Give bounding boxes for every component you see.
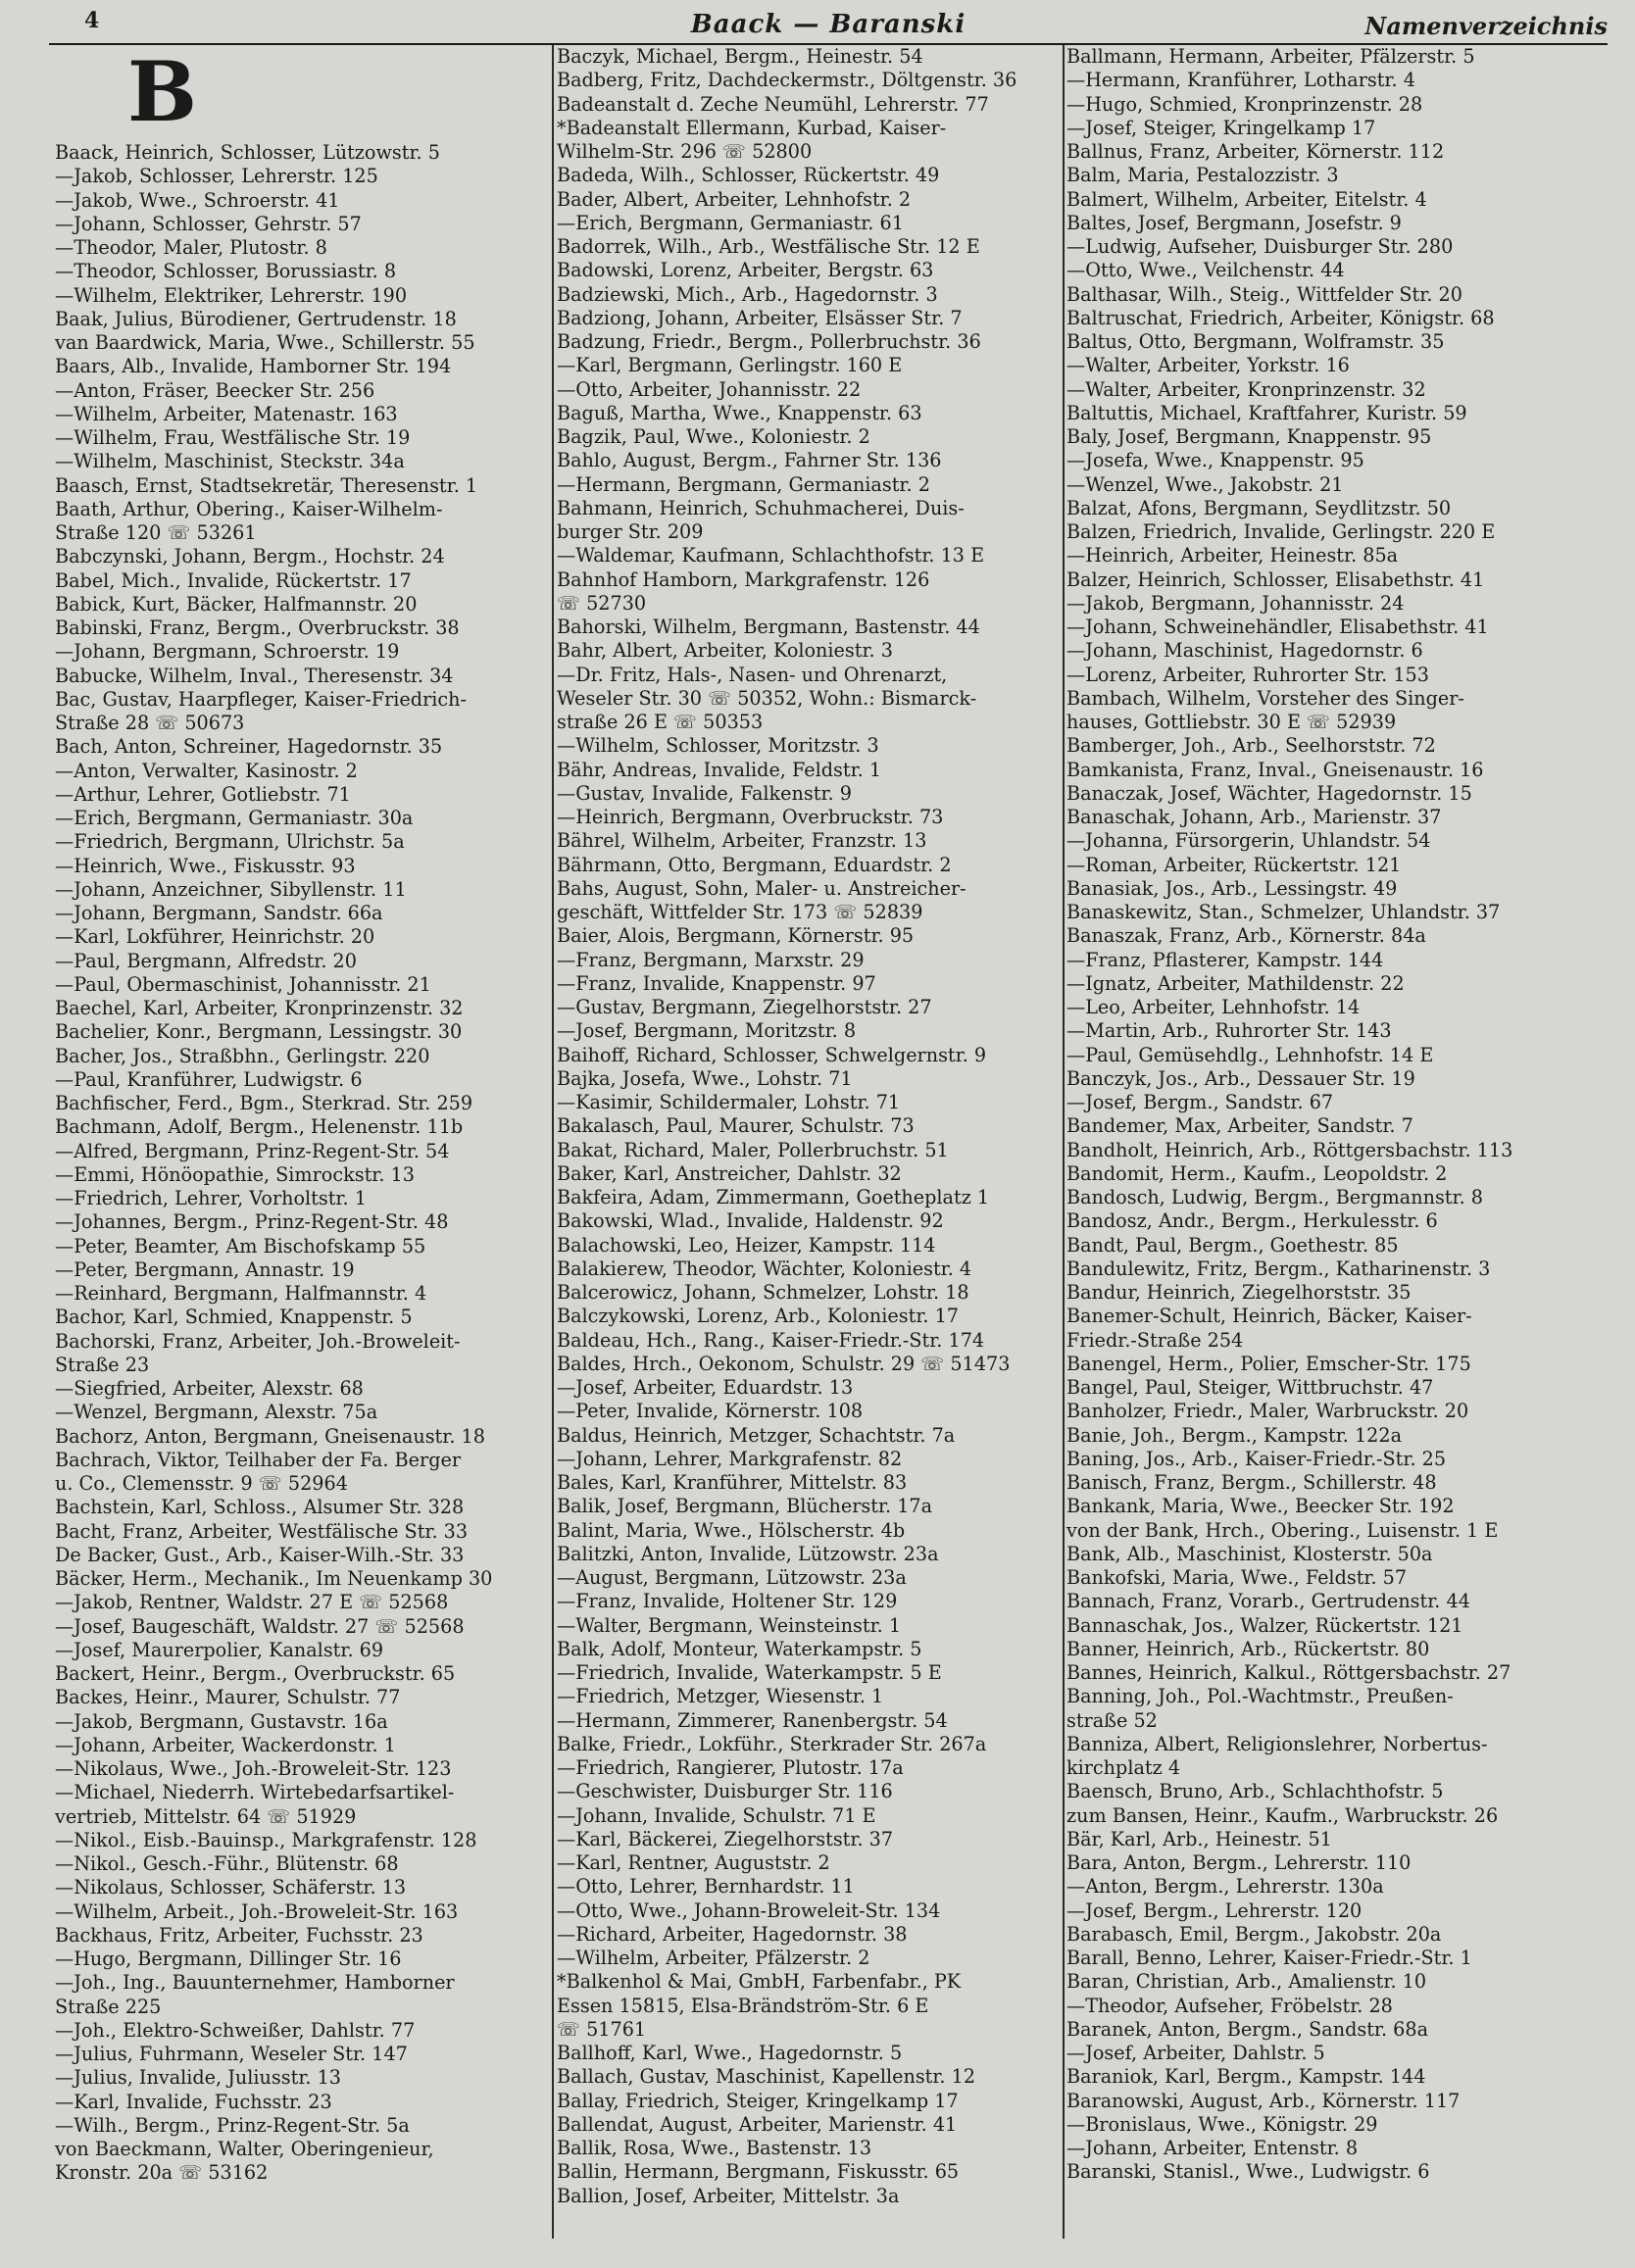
directory-entry: Bangel, Paul, Steiger, Wittbruchstr. 47 (1066, 1376, 1434, 1399)
directory-entry: Bahr, Albert, Arbeiter, Koloniestr. 3 (557, 639, 893, 663)
directory-entry: Baczyk, Michael, Bergm., Heinestr. 54 (557, 45, 923, 68)
directory-entry: —Johann, Arbeiter, Entenstr. 8 (1066, 2137, 1359, 2159)
directory-entry: —Geschwister, Duisburger Str. 116 (557, 1780, 893, 1803)
directory-entry: —Leo, Arbeiter, Lehnhofstr. 14 (1066, 996, 1361, 1018)
directory-entry: —Siegfried, Arbeiter, Alexstr. 68 (55, 1377, 364, 1400)
directory-entry: Bahlo, August, Bergm., Fahrner Str. 136 (557, 449, 942, 472)
directory-entry: —Heinrich, Wwe., Fiskusstr. 93 (55, 854, 356, 877)
directory-entry: —Otto, Arbeiter, Johannisstr. 22 (557, 377, 862, 401)
directory-entry: —Hermann, Zimmerer, Ranenbergstr. 54 (557, 1708, 948, 1732)
directory-entry: Bacht, Franz, Arbeiter, Westfälische Str. 33 (55, 1519, 469, 1543)
directory-entry: —Hermann, Bergmann, Germaniastr. 2 (557, 472, 930, 496)
directory-entry: —Josef, Arbeiter, Dahlstr. 5 (1066, 2042, 1325, 2064)
directory-entry: —Gustav, Bergmann, Ziegelhorststr. 27 (557, 996, 932, 1018)
directory-entry: —Josef, Steiger, Kringelkamp 17 (1066, 116, 1376, 139)
directory-entry: Ballmann, Hermann, Arbeiter, Pfälzerstr. 5 (1066, 45, 1475, 68)
directory-entry: Bandur, Heinrich, Ziegelhorststr. 35 (1066, 1281, 1412, 1304)
directory-entry: Balczykowski, Lorenz, Arb., Koloniestr. 17 (557, 1305, 960, 1328)
directory-entry: —Wenzel, Bergmann, Alexstr. 75a (55, 1401, 378, 1424)
directory-entry: —Friedrich, Metzger, Wiesenstr. 1 (557, 1685, 884, 1708)
directory-entry: Badziong, Johann, Arbeiter, Elsässer Str. 7 (557, 306, 963, 329)
directory-entry: Baranek, Anton, Bergm., Sandstr. 68a (1066, 2017, 1429, 2041)
directory-entry: Friedr.-Straße 254 (1066, 1328, 1244, 1352)
directory-entry: Baranski, Stanisl., Wwe., Ludwigstr. 6 (1066, 2160, 1430, 2184)
directory-entry: Banisch, Franz, Bergm., Schillerstr. 48 (1066, 1471, 1437, 1494)
directory-entry: Balke, Friedr., Lokführ., Sterkrader Str. 267a (557, 1732, 987, 1755)
directory-entry: von der Bank, Hrch., Obering., Luisenstr. 1 E (1066, 1518, 1499, 1542)
directory-entry: Baraniok, Karl, Bergm., Kampstr. 144 (1066, 2065, 1426, 2089)
directory-entry: —Johann, Anzeichner, Sibyllenstr. 11 (55, 877, 407, 901)
directory-entry: —Josef, Maurerpolier, Kanalstr. 69 (55, 1638, 384, 1661)
directory-entry: ☏ 51761 (557, 2017, 647, 2041)
directory-entry: Bandosch, Ludwig, Bergm., Bergmannstr. 8 (1066, 1186, 1483, 1208)
directory-entry: Balint, Maria, Wwe., Hölscherstr. 4b (557, 1518, 906, 1542)
directory-entry: Bachorz, Anton, Bergmann, Gneisenaustr. 18 (55, 1424, 485, 1448)
directory-entry: —Otto, Wwe., Johann-Broweleit-Str. 134 (557, 1898, 941, 1922)
section-title: Namenverzeichnis (1364, 12, 1608, 40)
directory-entry: Straße 23 (55, 1353, 150, 1376)
directory-entry: straße 52 (1066, 1708, 1158, 1732)
directory-entry: *Balkenhol & Mai, GmbH, Farbenfabr., PK (557, 1970, 962, 1994)
directory-entry: —Ignatz, Arbeiter, Mathildenstr. 22 (1066, 971, 1405, 995)
directory-entry: Bankofski, Maria, Wwe., Feldstr. 57 (1066, 1566, 1408, 1589)
directory-entry: —Wilhelm, Maschinist, Steckstr. 34a (55, 450, 405, 473)
directory-entry: —Friedrich, Invalide, Waterkampstr. 5 E (557, 1661, 942, 1684)
directory-entry: Bährmann, Otto, Bergmann, Eduardstr. 2 (557, 853, 952, 876)
directory-entry: Straße 225 (55, 1995, 162, 2018)
directory-entry: Baldeau, Hch., Rang., Kaiser-Friedr.-Str. 174 (557, 1328, 985, 1352)
directory-entry: —Nikolaus, Schlosser, Schäferstr. 13 (55, 1876, 407, 1899)
directory-entry: Bandt, Paul, Bergm., Goethestr. 85 (1066, 1233, 1399, 1257)
directory-entry: —Wilh., Bergm., Prinz-Regent-Str. 5a (55, 2113, 410, 2137)
directory-entry: Bader, Albert, Arbeiter, Lehnhofstr. 2 (557, 187, 912, 211)
directory-entry: Bachrach, Viktor, Teilhaber der Fa. Berger (55, 1448, 461, 1471)
directory-entry: —Emmi, Hönöopathie, Simrockstr. 13 (55, 1162, 415, 1186)
directory-entry: Baltruschat, Friedrich, Arbeiter, Königstr. 68 (1066, 306, 1495, 329)
directory-entry: —Richard, Arbeiter, Hagedornstr. 38 (557, 1922, 908, 1946)
directory-entry: Bamberger, Joh., Arb., Seelhorststr. 72 (1066, 734, 1436, 758)
directory-entry: Baltes, Josef, Bergmann, Josefstr. 9 (1066, 211, 1402, 234)
directory-entry: —Josef, Bergm., Sandstr. 67 (1066, 1091, 1334, 1113)
directory-entry: Balakierew, Theodor, Wächter, Koloniestr. 4 (557, 1257, 972, 1280)
directory-entry: Bandomit, Herm., Kaufm., Leopoldstr. 2 (1066, 1161, 1448, 1185)
directory-entry: Bankank, Maria, Wwe., Beecker Str. 192 (1066, 1495, 1455, 1518)
directory-entry: Balachowski, Leo, Heizer, Kampstr. 114 (557, 1233, 936, 1257)
directory-entry: —Roman, Arbeiter, Rückertstr. 121 (1066, 853, 1402, 876)
directory-entry: —Josef, Arbeiter, Eduardstr. 13 (557, 1376, 854, 1399)
directory-entry: Ballhoff, Karl, Wwe., Hagedornstr. 5 (557, 2042, 903, 2064)
directory-entry: Bannes, Heinrich, Kalkul., Röttgersbachstr. 27 (1066, 1661, 1511, 1684)
directory-entry: Baning, Jos., Arb., Kaiser-Friedr.-Str. 25 (1066, 1447, 1447, 1470)
directory-entry: Banner, Heinrich, Arb., Rückertstr. 80 (1066, 1637, 1430, 1660)
directory-entry: hauses, Gottliebstr. 30 E ☏ 52939 (1066, 711, 1397, 733)
directory-entry: —Jakob, Bergmann, Johannisstr. 24 (1066, 591, 1405, 615)
directory-entry: —Hermann, Kranführer, Lotharstr. 4 (1066, 69, 1415, 92)
directory-entry: Bambach, Wilhelm, Vorsteher des Singer- (1066, 686, 1464, 710)
directory-entry: zum Bansen, Heinr., Kaufm., Warbruckstr. 26 (1066, 1803, 1499, 1827)
directory-entry: Banaszak, Franz, Arb., Körnerstr. 84a (1066, 924, 1426, 948)
directory-entry: —Josef, Bergm., Lehrerstr. 120 (1066, 1898, 1362, 1922)
directory-entry: Baldes, Hrch., Oekonom, Schulstr. 29 ☏ 51473 (557, 1352, 1011, 1375)
directory-entry: Babucke, Wilhelm, Inval., Theresenstr. 34 (55, 664, 454, 687)
column-divider (552, 45, 554, 2239)
directory-entry: Bajka, Josefa, Wwe., Lohstr. 71 (557, 1066, 853, 1090)
directory-entry: —Martin, Arb., Ruhrorter Str. 143 (1066, 1019, 1392, 1043)
directory-entry: —Karl, Invalide, Fuchsstr. 23 (55, 2090, 332, 2113)
directory-entry: Baly, Josef, Bergmann, Knappenstr. 95 (1066, 425, 1432, 448)
directory-entry: Bannach, Franz, Vorarb., Gertrudenstr. 44 (1066, 1590, 1470, 1613)
directory-entry: Baran, Christian, Arb., Amalienstr. 10 (1066, 1970, 1427, 1994)
directory-entry: —Otto, Lehrer, Bernhardstr. 11 (557, 1875, 855, 1898)
directory-entry: Essen 15815, Elsa-Brändström-Str. 6 E (557, 1994, 929, 2017)
directory-entry: Bahs, August, Sohn, Maler- u. Anstreicher- (557, 876, 966, 900)
directory-entry: Baensch, Bruno, Arb., Schlachthofstr. 5 (1066, 1780, 1444, 1803)
directory-entry: —Peter, Invalide, Körnerstr. 108 (557, 1400, 864, 1423)
directory-entry: Bahorski, Wilhelm, Bergmann, Bastenstr. 44 (557, 616, 980, 638)
directory-entry: Balzen, Friedrich, Invalide, Gerlingstr. 220 E (1066, 520, 1496, 543)
directory-entry: Bach, Anton, Schreiner, Hagedornstr. 35 (55, 735, 443, 759)
directory-entry: Babel, Mich., Invalide, Rückertstr. 17 (55, 568, 412, 592)
directory-entry: Bakfeira, Adam, Zimmermann, Goetheplatz 1 (557, 1186, 990, 1208)
directory-entry: Balitzki, Anton, Invalide, Lützowstr. 23a (557, 1542, 939, 1565)
directory-entry: Balk, Adolf, Monteur, Waterkampstr. 5 (557, 1637, 922, 1660)
directory-entry: —Johann, Bergmann, Sandstr. 66a (55, 902, 383, 924)
directory-entry: Babick, Kurt, Bäcker, Halfmannstr. 20 (55, 592, 418, 616)
directory-entry: Straße 28 ☏ 50673 (55, 712, 245, 734)
directory-entry: geschäft, Wittfelder Str. 173 ☏ 52839 (557, 901, 923, 923)
directory-entry: Bamkanista, Franz, Inval., Gneisenaustr. 16 (1066, 758, 1484, 781)
directory-entry: —Lorenz, Arbeiter, Ruhrorter Str. 153 (1066, 663, 1429, 686)
directory-entry: Barabasch, Emil, Bergm., Jakobstr. 20a (1066, 1922, 1442, 1946)
directory-entry: Balik, Josef, Bergmann, Blücherstr. 17a (557, 1495, 933, 1518)
directory-entry: Ballendat, August, Arbeiter, Marienstr. 41 (557, 2112, 958, 2136)
directory-entry: Banniza, Albert, Religionslehrer, Norbertus- (1066, 1732, 1488, 1755)
directory-entry: —Heinrich, Arbeiter, Heinestr. 85a (1066, 544, 1399, 567)
directory-entry: Banemer-Schult, Heinrich, Bäcker, Kaiser- (1066, 1305, 1472, 1328)
page-number: 4 (84, 8, 100, 33)
directory-entry: —Wilhelm, Schlosser, Moritzstr. 3 (557, 734, 879, 758)
directory-entry: u. Co., Clemensstr. 9 ☏ 52964 (55, 1472, 348, 1495)
directory-entry: Badzung, Friedr., Bergm., Pollerbruchstr. 36 (557, 330, 981, 353)
directory-entry: Baldus, Heinrich, Metzger, Schachtstr. 7a (557, 1423, 956, 1447)
directory-entry: —Josef, Bergmann, Moritzstr. 8 (557, 1019, 857, 1043)
directory-entry: —Karl, Bäckerei, Ziegelhorststr. 37 (557, 1827, 894, 1850)
directory-entry: De Backer, Gust., Arb., Kaiser-Wilh.-Str. 33 (55, 1543, 465, 1566)
directory-entry: —Kasimir, Schildermaler, Lohstr. 71 (557, 1091, 901, 1113)
directory-entry: Bandosz, Andr., Bergm., Herkulesstr. 6 (1066, 1209, 1438, 1233)
directory-entry: —Walter, Arbeiter, Kronprinzenstr. 32 (1066, 377, 1426, 401)
directory-entry: —Peter, Beamter, Am Bischofskamp 55 (55, 1234, 426, 1257)
directory-entry: —Paul, Bergmann, Alfredstr. 20 (55, 949, 357, 972)
directory-entry: burger Str. 209 (557, 520, 704, 543)
directory-entry: Bachorski, Franz, Arbeiter, Joh.-Broweleit- (55, 1329, 461, 1353)
directory-column-3 (1066, 45, 1611, 2268)
directory-entry: Bachor, Karl, Schmied, Knappenstr. 5 (55, 1306, 413, 1329)
directory-entry: —Arthur, Lehrer, Gotliebstr. 71 (55, 782, 351, 806)
directory-entry: Backes, Heinr., Maurer, Schulstr. 77 (55, 1686, 401, 1709)
directory-entry: —Bronislaus, Wwe., Königstr. 29 (1066, 2112, 1378, 2136)
directory-entry: Banie, Joh., Bergm., Kampstr. 122a (1066, 1423, 1403, 1447)
directory-entry: Banengel, Herm., Polier, Emscher-Str. 175 (1066, 1352, 1471, 1375)
directory-entry: Banaczak, Josef, Wächter, Hagedornstr. 15 (1066, 781, 1472, 805)
directory-entry: Baasch, Ernst, Stadtsekretär, Theresenstr. 1 (55, 473, 478, 497)
directory-entry: Badeanstalt d. Zeche Neumühl, Lehrerstr. 77 (557, 92, 989, 116)
directory-entry: —Franz, Bergmann, Marxstr. 29 (557, 948, 865, 971)
directory-entry: Babinski, Franz, Bergm., Overbruckstr. 38 (55, 616, 460, 639)
directory-entry: Bank, Alb., Maschinist, Klosterstr. 50a (1066, 1542, 1433, 1565)
directory-entry: Ballion, Josef, Arbeiter, Mittelstr. 3a (557, 2184, 900, 2207)
directory-entry: —Johann, Invalide, Schulstr. 71 E (557, 1803, 876, 1827)
directory-entry: Bachfischer, Ferd., Bgm., Sterkrad. Str. 259 (55, 1092, 473, 1114)
directory-entry: Badeda, Wilh., Schlosser, Rückertstr. 49 (557, 164, 940, 187)
directory-entry: Bannaschak, Jos., Walzer, Rückertstr. 121 (1066, 1613, 1463, 1637)
directory-entry: —Anton, Fräser, Beecker Str. 256 (55, 378, 375, 402)
directory-entry: —Waldemar, Kaufmann, Schlachthofstr. 13 E (557, 544, 985, 567)
directory-entry: —Franz, Pflasterer, Kampstr. 144 (1066, 948, 1384, 971)
directory-entry: —Jakob, Rentner, Waldstr. 27 E ☏ 52568 (55, 1591, 449, 1614)
directory-entry: Baechel, Karl, Arbeiter, Kronprinzenstr. 32 (55, 997, 464, 1019)
directory-entry: —Alfred, Bergmann, Prinz-Regent-Str. 54 (55, 1139, 450, 1162)
directory-entry: Bährel, Wilhelm, Arbeiter, Franzstr. 13 (557, 829, 927, 853)
directory-entry: Banasiak, Jos., Arb., Lessingstr. 49 (1066, 876, 1398, 900)
directory-entry: —Friedrich, Lehrer, Vorholtstr. 1 (55, 1187, 367, 1209)
directory-entry: Bagzik, Paul, Wwe., Koloniestr. 2 (557, 425, 870, 448)
directory-entry: —Paul, Obermaschinist, Johannisstr. 21 (55, 972, 431, 996)
directory-entry: —Jakob, Bergmann, Gustavstr. 16a (55, 1709, 388, 1733)
directory-entry: Banaskewitz, Stan., Schmelzer, Uhlandstr. 37 (1066, 901, 1501, 923)
directory-entry: —Wilhelm, Elektriker, Lehrerstr. 190 (55, 283, 408, 307)
directory-entry: Backhaus, Fritz, Arbeiter, Fuchsstr. 23 (55, 1923, 423, 1947)
directory-entry: Banning, Joh., Pol.-Wachtmstr., Preußen- (1066, 1685, 1454, 1708)
directory-entry: Bandemer, Max, Arbeiter, Sandstr. 7 (1066, 1114, 1413, 1138)
directory-entry: Backert, Heinr., Bergm., Overbruckstr. 65 (55, 1662, 456, 1685)
directory-entry: Bacher, Jos., Straßbhn., Gerlingstr. 220 (55, 1044, 430, 1067)
directory-entry: von Baeckmann, Walter, Oberingenieur, (55, 2138, 434, 2160)
directory-entry: —Erich, Bergmann, Germaniastr. 61 (557, 211, 904, 234)
directory-entry: Ballach, Gustav, Maschinist, Kapellenstr. 12 (557, 2065, 976, 2089)
directory-entry: —Friedrich, Bergmann, Ulrichstr. 5a (55, 830, 405, 854)
directory-entry: —Nikolaus, Wwe., Joh.-Broweleit-Str. 123 (55, 1757, 452, 1780)
running-title: Baack — Baranski (690, 10, 966, 39)
directory-entry: —Friedrich, Rangierer, Plutostr. 17a (557, 1756, 904, 1779)
directory-entry: Bäcker, Herm., Mechanik., Im Neuenkamp 30 (55, 1567, 493, 1590)
directory-entry: —Ludwig, Aufseher, Duisburger Str. 280 (1066, 235, 1454, 258)
directory-entry: Baltuttis, Michael, Kraftfahrer, Kuristr. 59 (1066, 401, 1467, 424)
directory-entry: Babczynski, Johann, Bergm., Hochstr. 24 (55, 545, 445, 568)
directory-entry: Badowski, Lorenz, Arbeiter, Bergstr. 63 (557, 259, 934, 282)
directory-entry: —Erich, Bergmann, Germaniastr. 30a (55, 807, 414, 829)
directory-entry: Ballin, Hermann, Bergmann, Fiskusstr. 65 (557, 2160, 960, 2184)
column-divider (1063, 45, 1065, 2239)
directory-entry: —Michael, Niederrh. Wirtebedarfsartikel- (55, 1781, 455, 1804)
directory-entry: Badberg, Fritz, Dachdeckermstr., Döltgenstr. 36 (557, 69, 1017, 92)
directory-entry: —Wilhelm, Arbeiter, Pfälzerstr. 2 (557, 1947, 870, 1969)
directory-entry: Wilhelm-Str. 296 ☏ 52800 (557, 140, 813, 163)
directory-entry: —Johann, Arbeiter, Wackerdonstr. 1 (55, 1733, 396, 1756)
directory-entry: —Josefa, Wwe., Knappenstr. 95 (1066, 449, 1364, 472)
directory-entry: —Joh., Elektro-Schweißer, Dahlstr. 77 (55, 2018, 416, 2042)
directory-entry: Banaschak, Johann, Arb., Marienstr. 37 (1066, 806, 1442, 828)
directory-entry: Weseler Str. 30 ☏ 50352, Wohn.: Bismarck- (557, 686, 977, 710)
directory-entry: —Johanna, Fürsorgerin, Uhlandstr. 54 (1066, 829, 1431, 853)
directory-entry: Kronstr. 20a ☏ 53162 (55, 2161, 269, 2185)
directory-entry: Bakowski, Wlad., Invalide, Haldenstr. 92 (557, 1209, 944, 1233)
directory-entry: Bachelier, Konr., Bergmann, Lessingstr. 30 (55, 1020, 463, 1044)
directory-entry: —Josef, Baugeschäft, Waldstr. 27 ☏ 52568 (55, 1614, 465, 1638)
directory-column-2 (557, 45, 1063, 2268)
directory-entry: —Anton, Verwalter, Kasinostr. 2 (55, 759, 358, 782)
directory-entry: —Gustav, Invalide, Falkenstr. 9 (557, 781, 852, 805)
directory-entry: Balzat, Afons, Bergmann, Seydlitzstr. 50 (1066, 496, 1452, 519)
directory-entry: Banczyk, Jos., Arb., Dessauer Str. 19 (1066, 1066, 1415, 1090)
directory-entry: Banholzer, Friedr., Maler, Warbruckstr. 20 (1066, 1400, 1469, 1423)
directory-entry: Baak, Julius, Bürodiener, Gertrudenstr. 18 (55, 307, 457, 330)
directory-entry: —Wenzel, Wwe., Jakobstr. 21 (1066, 472, 1344, 496)
directory-entry: —Johann, Schlosser, Gehrstr. 57 (55, 212, 362, 235)
directory-entry: —Otto, Wwe., Veilchenstr. 44 (1066, 259, 1345, 282)
directory-entry: vertrieb, Mittelstr. 64 ☏ 51929 (55, 1804, 357, 1828)
directory-entry: Ballay, Friedrich, Steiger, Kringelkamp 17 (557, 2089, 959, 2112)
directory-entry: Baltus, Otto, Bergmann, Wolframstr. 35 (1066, 330, 1445, 353)
directory-entry: —Nikol., Gesch.-Führ., Blütenstr. 68 (55, 1852, 399, 1875)
directory-entry: —Theodor, Maler, Plutostr. 8 (55, 236, 327, 259)
directory-entry: —Theodor, Schlosser, Borussiastr. 8 (55, 260, 397, 283)
directory-entry: —Wilhelm, Arbeiter, Matenastr. 163 (55, 402, 398, 425)
directory-entry: Bandholt, Heinrich, Arb., Röttgersbachstr. 113 (1066, 1138, 1513, 1161)
directory-entry: Baihoff, Richard, Schlosser, Schwelgernstr. 9 (557, 1043, 987, 1066)
directory-entry: —Julius, Invalide, Juliusstr. 13 (55, 2066, 341, 2090)
directory-entry: —Dr. Fritz, Hals-, Nasen- und Ohrenarzt, (557, 663, 948, 686)
directory-entry: Bahmann, Heinrich, Schuhmacherei, Duis- (557, 496, 965, 519)
directory-entry: Bähr, Andreas, Invalide, Feldstr. 1 (557, 758, 882, 781)
directory-entry: —Johann, Maschinist, Hagedornstr. 6 (1066, 639, 1423, 663)
directory-entry: Baguß, Martha, Wwe., Knappenstr. 63 (557, 401, 922, 424)
directory-entry: Badziewski, Mich., Arb., Hagedornstr. 3 (557, 282, 938, 306)
directory-entry: —Hugo, Bergmann, Dillinger Str. 16 (55, 1948, 402, 1970)
section-initial-letter: B (127, 45, 197, 140)
directory-entry: Ballik, Rosa, Wwe., Bastenstr. 13 (557, 2137, 872, 2159)
directory-entry: Balzer, Heinrich, Schlosser, Elisabethstr. 41 (1066, 567, 1485, 591)
directory-entry: Bales, Karl, Kranführer, Mittelstr. 83 (557, 1471, 908, 1494)
directory-entry: —Anton, Bergm., Lehrerstr. 130a (1066, 1875, 1384, 1898)
directory-entry: —Joh., Ing., Bauunternehmer, Hamborner (55, 1971, 455, 1995)
directory-entry: —Walter, Bergmann, Weinsteinstr. 1 (557, 1613, 902, 1637)
directory-entry: —Wilhelm, Arbeit., Joh.-Broweleit-Str. 163 (55, 1899, 459, 1923)
directory-entry: —Johann, Bergmann, Schroerstr. 19 (55, 640, 400, 664)
directory-entry: —Hugo, Schmied, Kronprinzenstr. 28 (1066, 92, 1423, 116)
directory-entry: —Julius, Fuhrmann, Weseler Str. 147 (55, 2043, 408, 2065)
directory-entry: —Peter, Bergmann, Annastr. 19 (55, 1257, 355, 1281)
directory-entry: Baker, Karl, Anstreicher, Dahlstr. 32 (557, 1161, 902, 1185)
page-header (49, 8, 1608, 45)
directory-entry: Ballnus, Franz, Arbeiter, Körnerstr. 112 (1066, 140, 1445, 163)
directory-entry: —Franz, Invalide, Knappenstr. 97 (557, 971, 876, 995)
directory-entry: Bandulewitz, Fritz, Bergm., Katharinenstr. 3 (1066, 1257, 1491, 1280)
directory-entry: —Paul, Kranführer, Ludwigstr. 6 (55, 1067, 363, 1091)
directory-entry: Baars, Alb., Invalide, Hamborner Str. 194 (55, 355, 452, 378)
directory-entry: —Johann, Lehrer, Markgrafenstr. 82 (557, 1447, 903, 1470)
directory-entry: kirchplatz 4 (1066, 1756, 1181, 1779)
directory-entry: —Jakob, Schlosser, Lehrerstr. 125 (55, 165, 378, 188)
directory-entry: Bahnhof Hamborn, Markgrafenstr. 126 (557, 567, 930, 591)
directory-entry: Baack, Heinrich, Schlosser, Lützowstr. 5 (55, 141, 440, 164)
directory-entry: —Theodor, Aufseher, Fröbelstr. 28 (1066, 1994, 1393, 2017)
directory-entry: Bachmann, Adolf, Bergm., Helenenstr. 11b (55, 1115, 464, 1139)
directory-entry: —Nikol., Eisb.-Bauinsp., Markgrafenstr. 128 (55, 1828, 477, 1851)
directory-column-1 (55, 45, 549, 2268)
directory-entry: Balcerowicz, Johann, Schmelzer, Lohstr. 18 (557, 1281, 969, 1304)
directory-entry: —August, Bergmann, Lützowstr. 23a (557, 1566, 907, 1589)
directory-entry: Balmert, Wilhelm, Arbeiter, Eitelstr. 4 (1066, 187, 1427, 211)
directory-entry: —Karl, Lokführer, Heinrichstr. 20 (55, 925, 375, 949)
directory-entry: Baath, Arthur, Obering., Kaiser-Wilhelm- (55, 497, 443, 520)
directory-entry: Balm, Maria, Pestalozzistr. 3 (1066, 164, 1339, 187)
directory-entry: —Karl, Rentner, Auguststr. 2 (557, 1851, 830, 1874)
directory-entry: —Walter, Arbeiter, Yorkstr. 16 (1066, 354, 1350, 377)
directory-entry: —Paul, Gemüsehdlg., Lehnhofstr. 14 E (1066, 1043, 1434, 1066)
directory-entry: ☏ 52730 (557, 591, 647, 615)
directory-entry: —Johann, Schweinehändler, Elisabethstr. 41 (1066, 616, 1489, 638)
directory-entry: Bär, Karl, Arb., Heinestr. 51 (1066, 1827, 1332, 1850)
directory-entry: *Badeanstalt Ellermann, Kurbad, Kaiser- (557, 116, 947, 139)
directory-entry: Straße 120 ☏ 53261 (55, 521, 257, 544)
directory-entry: van Baardwick, Maria, Wwe., Schillerstr. 55 (55, 331, 475, 354)
directory-entry: Bac, Gustav, Haarpfleger, Kaiser-Friedrich- (55, 687, 467, 711)
directory-entry: straße 26 E ☏ 50353 (557, 711, 764, 733)
directory-entry: —Johannes, Bergm., Prinz-Regent-Str. 48 (55, 1210, 449, 1234)
directory-entry: —Reinhard, Bergmann, Halfmannstr. 4 (55, 1282, 427, 1305)
directory-entry: —Franz, Invalide, Holtener Str. 129 (557, 1590, 898, 1613)
directory-entry: Bakat, Richard, Maler, Pollerbruchstr. 51 (557, 1138, 949, 1161)
directory-entry: Baranowski, August, Arb., Körnerstr. 117 (1066, 2089, 1461, 2112)
directory-entry: Bachstein, Karl, Schloss., Alsumer Str. 328 (55, 1496, 465, 1519)
directory-entry: Baier, Alois, Bergmann, Körnerstr. 95 (557, 924, 915, 948)
directory-entry: Badorrek, Wilh., Arb., Westfälische Str. 12 E (557, 235, 980, 258)
directory-entry: —Wilhelm, Frau, Westfälische Str. 19 (55, 426, 411, 449)
directory-entry: Balthasar, Wilh., Steig., Wittfelder Str. 20 (1066, 282, 1462, 306)
directory-entry: —Karl, Bergmann, Gerlingstr. 160 E (557, 354, 903, 377)
directory-entry: —Jakob, Wwe., Schroerstr. 41 (55, 188, 340, 212)
directory-entry: Barall, Benno, Lehrer, Kaiser-Friedr.-Str. 1 (1066, 1947, 1472, 1969)
directory-entry: Bara, Anton, Bergm., Lehrerstr. 110 (1066, 1851, 1412, 1874)
directory-entry: Bakalasch, Paul, Maurer, Schulstr. 73 (557, 1114, 915, 1138)
directory-entry: —Heinrich, Bergmann, Overbruckstr. 73 (557, 806, 944, 828)
